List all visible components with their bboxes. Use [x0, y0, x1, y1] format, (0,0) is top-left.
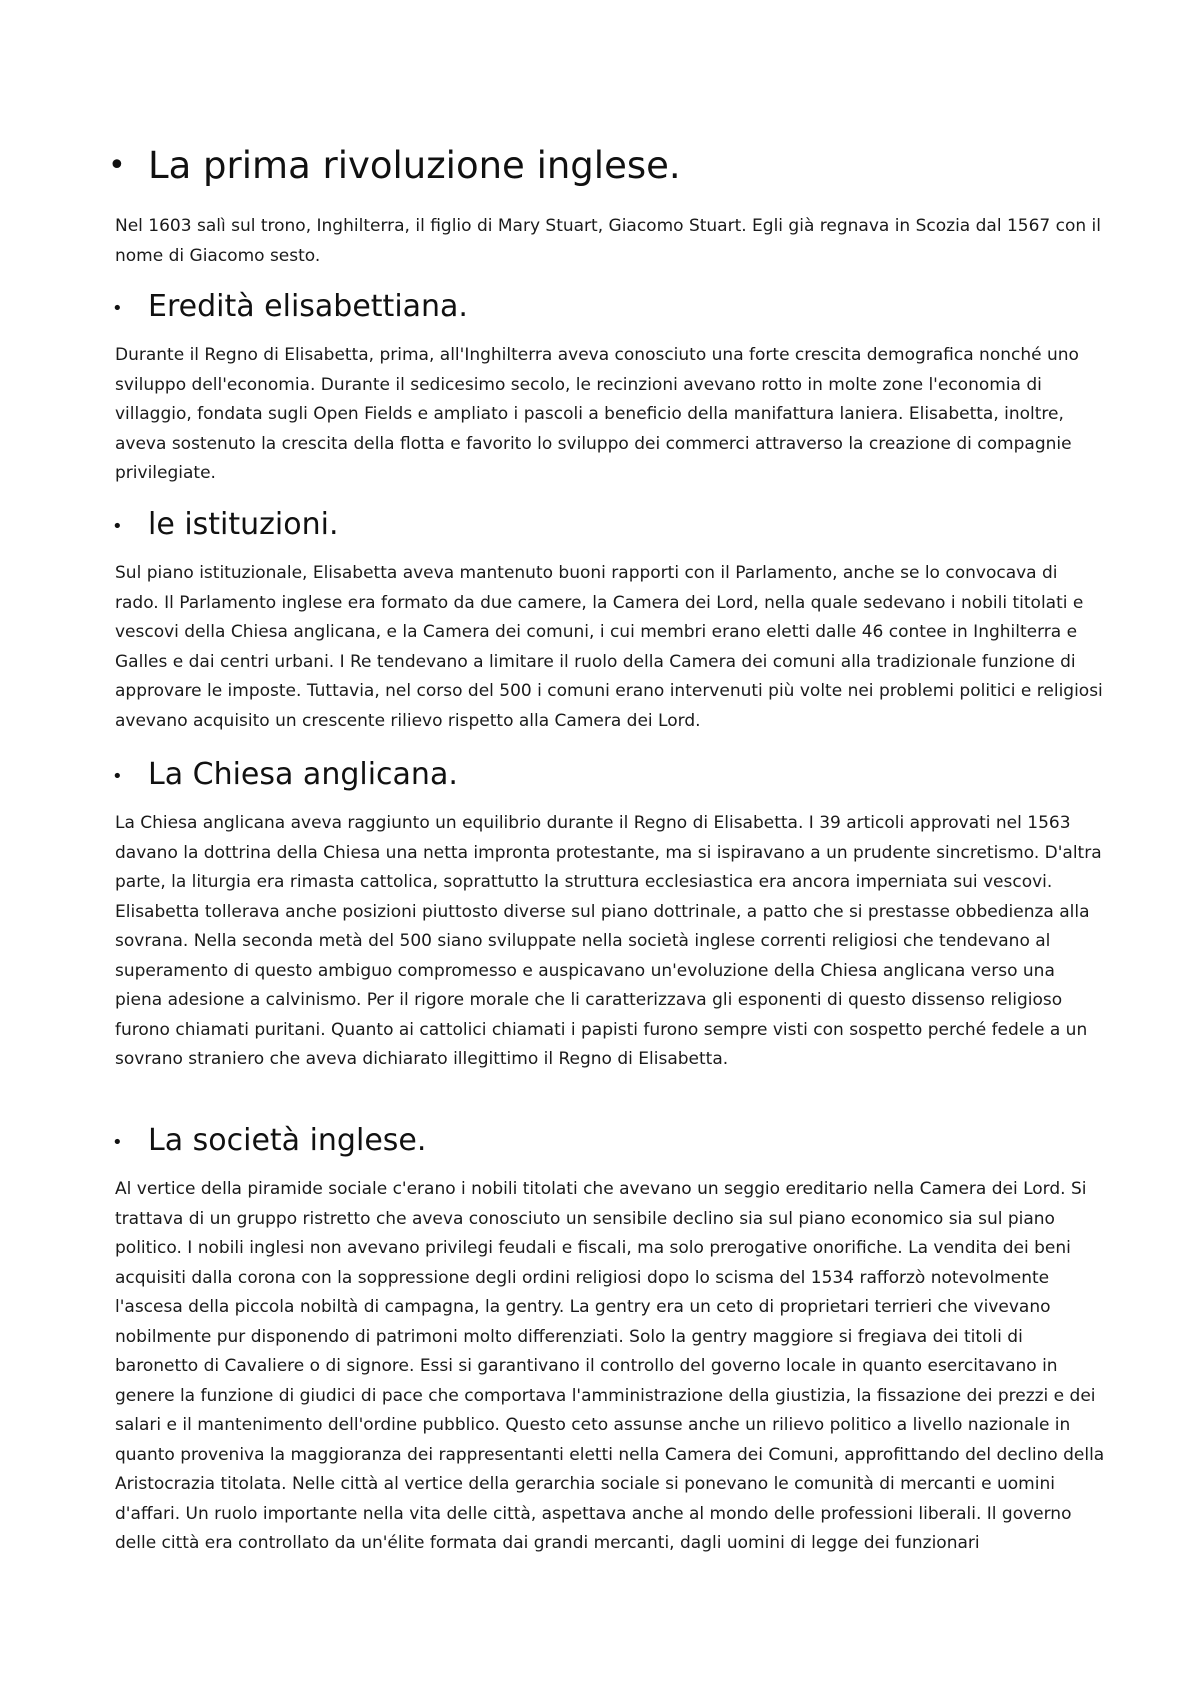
- section-heading-text: La Chiesa anglicana.: [148, 757, 458, 792]
- section-heading-societa: [112, 1122, 427, 1160]
- bullet-icon: •: [108, 148, 126, 183]
- bullet-icon: •: [112, 298, 123, 319]
- section-heading-text: le istituzioni.: [148, 507, 339, 542]
- section-heading-chiesa: [112, 756, 458, 794]
- section-paragraph-chiesa: La Chiesa anglicana aveva raggiunto un equilibrio durante il Regno di Elisabetta. I 39 articoli approvati nel 1563 davano la dottrina della Chiesa una netta impronta protestante, ma si ispiravano a un prudente sincretismo. D'altra parte, la liturgia era rimasta cattolica, soprattutto la struttura ecclesiastica era ancora imperniata sui vescovi. Elisabetta tollerava anche posizioni piuttosto diverse sul piano dottrinale, a patto che si prestasse obbedienza alla sovrana. Nella seconda metà del 500 siano sviluppate nella società inglese correnti religiosi che tendevano al superamento di questo ambiguo compromesso e auspicavano un'evoluzione della Chiesa anglicana verso una piena adesione a calvinismo. Per il rigore morale che li caratterizzava gli esponenti di questo dissenso religioso furono chiamati puritani. Quanto ai cattolici chiamati i papisti furono sempre visti con sospetto perché fedele a un sovrano straniero che aveva dichiarato illegittimo il Regno di Elisabetta.: [115, 813, 1102, 1069]
- bullet-icon: •: [112, 516, 123, 537]
- section-paragraph-istituzioni: Sul piano istituzionale, Elisabetta aveva mantenuto buoni rapporti con il Parlamento, anche se lo convocava di rado. Il Parlamento inglese era formato da due camere, la Camera dei Lord, nella quale sedevano i nobili titolati e vescovi della Chiesa anglicana, e la Camera dei comuni, i cui membri erano eletti dalle 46 contee in Inghilterra e Galles e dai centri urbani. I Re tendevano a limitare il ruolo della Camera dei comuni alla tradizionale funzione di approvare le imposte. Tuttavia, nel corso del 500 i comuni erano intervenuti più volte nei problemi politici e religiosi avevano acquisito un crescente rilievo rispetto alla Camera dei Lord.: [115, 563, 1103, 731]
- section-heading-istituzioni: [112, 506, 339, 544]
- section-heading-text: Eredità elisabettiana.: [148, 289, 468, 324]
- main-heading-text: La prima rivoluzione inglese.: [148, 144, 681, 187]
- section-paragraph-eredita: Durante il Regno di Elisabetta, prima, all'Inghilterra aveva conosciuto una forte crescita demografica nonché uno sviluppo dell'economia. Durante il sedicesimo secolo, le recinzioni avevano rotto in molte zone l'economia di villaggio, fondata sugli Open Fields e ampliato i pascoli a beneficio della manifattura laniera. Elisabetta, inoltre, aveva sostenuto la crescita della flotta e favorito lo sviluppo dei commerci attraverso la creazione di compagnie privilegiate.: [115, 345, 1079, 483]
- section-heading-eredita: [112, 288, 468, 326]
- main-heading: [108, 144, 681, 188]
- bullet-icon: •: [112, 1132, 123, 1153]
- section-paragraph-societa: Al vertice della piramide sociale c'erano i nobili titolati che avevano un seggio ereditario nella Camera dei Lord. Si trattava di un gruppo ristretto che aveva conosciuto un sensibile declino sia sul piano economico sia sul piano politico. I nobili inglesi non avevano privilegi feudali e fiscali, ma solo prerogative onorifiche. La vendita dei beni acquisiti dalla corona con la soppressione degli ordini religiosi dopo lo scisma del 1534 rafforzò notevolmente l'ascesa della piccola nobiltà di campagna, la gentry. La gentry era un ceto di proprietari terrieri che vivevano nobilmente pur disponendo di patrimoni molto differenziati. Solo la gentry maggiore si fregiava dei titoli di baronetto di Cavaliere o di signore. Essi si garantivano il controllo del governo locale in quanto esercitavano in genere la funzione di giudici di pace che comportava l'amministrazione della giustizia, la fissazione dei prezzi e dei salari e il mantenimento dell'ordine pubblico. Questo ceto assunse anche un rilievo politico a livello nazionale in quanto proveniva la maggioranza dei rappresentanti eletti nella Camera dei Comuni, approfittando del declino della Aristocrazia titolata. Nelle città al vertice della gerarchia sociale si ponevano le comunità di mercanti e uomini d'affari. Un ruolo importante nella vita delle città, aspettava anche al mondo delle professioni liberali. Il governo delle città era controllato da un'élite formata dai grandi mercanti, dagli uomini di legge dei funzionari: [115, 1179, 1105, 1553]
- intro-paragraph: Nel 1603 salì sul trono, Inghilterra, il figlio di Mary Stuart, Giacomo Stuart. Egli già regnava in Scozia dal 1567 con il nome di Giacomo sesto.: [115, 216, 1101, 266]
- section-heading-text: La società inglese.: [148, 1123, 427, 1158]
- bullet-icon: •: [112, 766, 123, 787]
